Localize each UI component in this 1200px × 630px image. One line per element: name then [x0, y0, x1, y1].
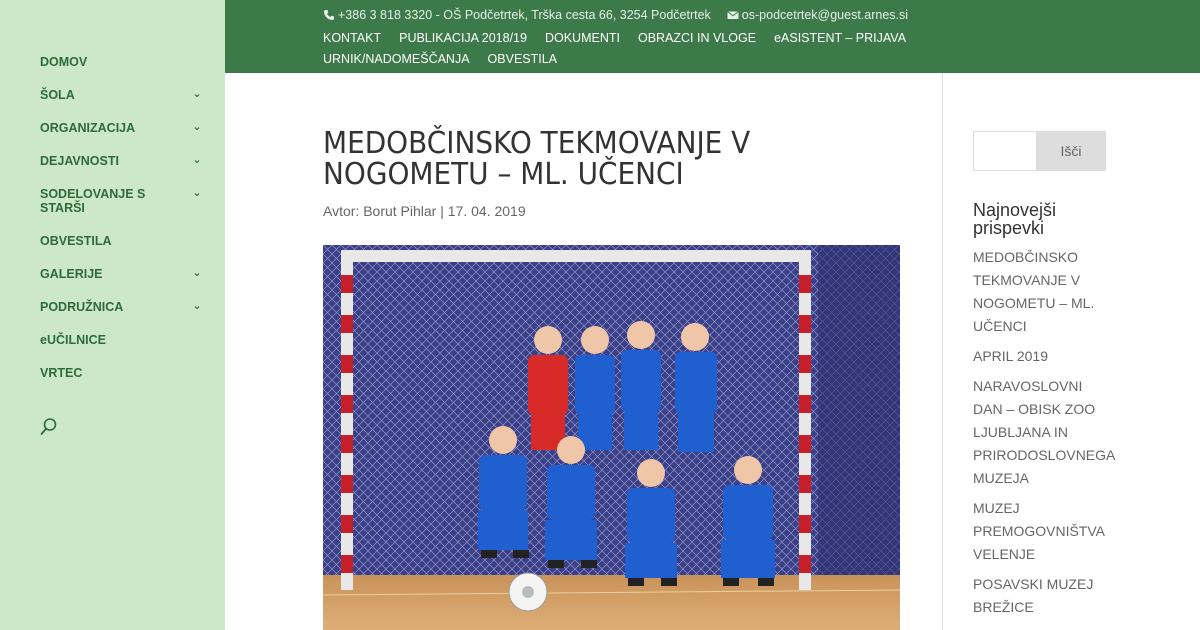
chevron-down-icon[interactable]: ⌄ [192, 267, 202, 279]
chevron-down-icon[interactable]: ⌄ [192, 121, 202, 133]
recent-posts-title: Najnovejši prispevki [973, 200, 1057, 238]
sidebar-item-podruznica[interactable]: PODRUŽNICA ⌄ [40, 300, 202, 314]
sidebar-item-vrtec[interactable]: VRTEC [40, 366, 83, 380]
meta-prefix: Avtor: [323, 203, 364, 219]
meta-separator: | [436, 203, 448, 219]
search-icon[interactable] [40, 417, 60, 437]
recent-post-link[interactable]: MEDOBČINSKO TEKMOVANJE V NOGOMETU – ML. UČENCI [973, 249, 1095, 334]
sidebar-item-galerije[interactable]: GALERIJE ⌄ [40, 267, 202, 281]
contact-phone-address: +386 3 818 3320 - OŠ Podčetrtek, Trška cesta 66, 3254 Podčetrtek [338, 8, 711, 22]
top-header [225, 0, 1200, 73]
contact-email[interactable] [727, 8, 908, 22]
post-author-link[interactable]: Borut Pihlar [363, 203, 437, 219]
search-icon-svg [40, 417, 60, 437]
recent-post-link[interactable]: POSAVSKI MUZEJ BREŽICE [973, 576, 1094, 615]
sidebar-item-sola[interactable]: ŠOLA ⌄ [40, 88, 202, 102]
topnav-publikacija[interactable]: PUBLIKACIJA 2018/19 [399, 31, 527, 45]
post-date: 17. 04. 2019 [447, 203, 526, 219]
topnav-dokumenti[interactable]: DOKUMENTI [544, 31, 620, 45]
top-nav [323, 28, 1083, 70]
main-nav [40, 55, 210, 399]
chevron-down-icon[interactable]: ⌄ [192, 300, 202, 312]
search-input[interactable] [973, 131, 1036, 171]
chevron-down-icon[interactable]: ⌄ [192, 88, 202, 100]
team-photo-illustration [323, 245, 900, 630]
recent-posts-list [973, 246, 1115, 619]
post-title: MEDOBČINSKO TEKMOVANJE V NOGOMETU – ML. UČENCI [323, 126, 751, 192]
post-meta [323, 203, 900, 219]
phone-icon [323, 9, 335, 21]
contact-email-text: os-podcetrtek@guest.arnes.si [741, 8, 909, 22]
sidebar-item-domov[interactable]: DOMOV [40, 55, 88, 69]
recent-post-link[interactable]: MUZEJ PREMOGOVNIŠTVA VELENJE [973, 500, 1105, 562]
left-sidebar [0, 0, 225, 630]
chevron-down-icon[interactable]: ⌄ [192, 187, 202, 199]
chevron-down-icon[interactable]: ⌄ [192, 154, 202, 166]
topnav-kontakt[interactable]: KONTAKT [323, 31, 382, 45]
sidebar-search [973, 131, 1106, 171]
sidebar-item-sodelovanje[interactable]: SODELOVANJE S STARŠI ⌄ [40, 187, 202, 215]
topnav-obrazci[interactable]: OBRAZCI IN VLOGE [637, 31, 757, 45]
recent-post-link[interactable]: NARAVOSLOVNI DAN – OBISK ZOO LJUBLJANA IN PRIRODOSLOVNEGA MUZEJA [973, 378, 1115, 486]
topnav-urnik[interactable]: URNIK/NADOMEŠČANJA [323, 52, 470, 66]
recent-post-link[interactable]: APRIL 2019 [973, 348, 1048, 364]
envelope-icon [727, 9, 739, 21]
content-divider [942, 73, 943, 630]
contact-info [323, 8, 908, 22]
search-button[interactable]: Išči [1036, 131, 1106, 171]
post-content [323, 128, 900, 219]
post-featured-image [323, 245, 900, 630]
sidebar-item-organizacija[interactable]: ORGANIZACIJA ⌄ [40, 121, 202, 135]
sidebar-item-eucilnice[interactable]: eUČILNICE [40, 333, 106, 347]
topnav-obvestila[interactable]: OBVESTILA [487, 52, 558, 66]
sidebar-item-dejavnosti[interactable]: DEJAVNOSTI ⌄ [40, 154, 202, 168]
sidebar-item-obvestila[interactable]: OBVESTILA [40, 234, 112, 248]
right-sidebar [973, 131, 1115, 626]
topnav-easistent[interactable]: eASISTENT – PRIJAVA [774, 31, 907, 45]
